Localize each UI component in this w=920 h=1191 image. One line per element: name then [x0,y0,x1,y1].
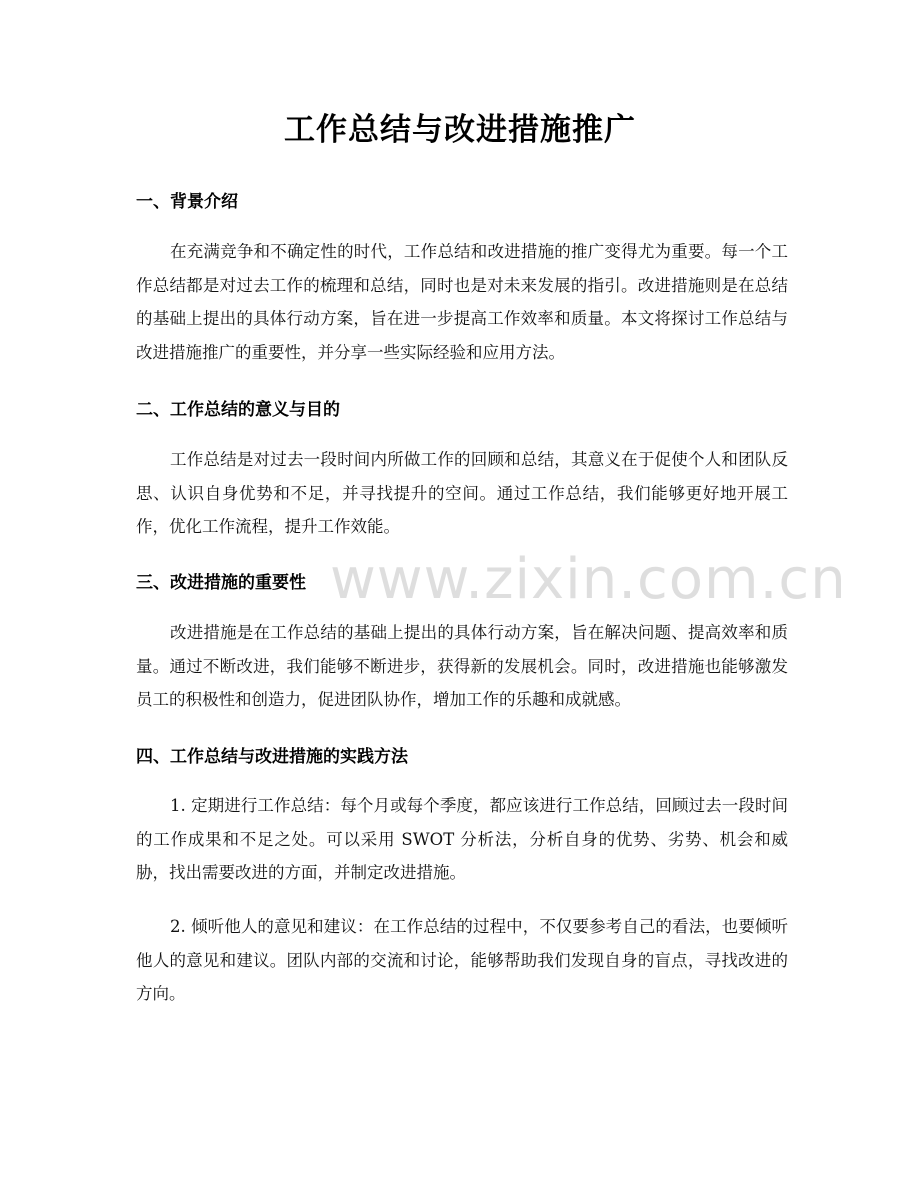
paragraph-practice-2: 2. 倾听他人的意见和建议：在工作总结的过程中，不仅要参考自己的看法，也要倾听他人的意见和建议。团队内部的交流和讨论，能够帮助我们发现自身的盲点，寻找改进的方向。 [136,917,788,1003]
paragraph-background: 在充满竞争和不确定性的时代，工作总结和改进措施的推广变得尤为重要。每一个工作总结都是对过去工作的梳理和总结，同时也是对未来发展的指引。改进措施则是在总结的基础上提出的具体行动方案，旨在进一步提高工作效率和质量。本文将探讨工作总结与改进措施推广的重要性，并分享一些实际经验和应用方法。 [136,242,788,362]
section-heading-importance: 三、改进措施的重要性 [136,573,306,593]
paragraph-meaning: 工作总结是对过去一段时间内所做工作的回顾和总结，其意义在于促使个人和团队反思、认识自身优势和不足，并寻找提升的空间。通过工作总结，我们能够更好地开展工作，优化工作流程，提升工作效能。 [136,450,788,536]
paragraph-importance: 改进措施是在工作总结的基础上提出的具体行动方案，旨在解决问题、提高效率和质量。通过不断改进，我们能够不断进步，获得新的发展机会。同时，改进措施也能够激发员工的积极性和创造力，促进团队协作，增加工作的乐趣和成就感。 [136,623,788,709]
watermark: www.zixin.com.cn [330,547,847,612]
section-heading-background: 一、背景介绍 [136,192,238,212]
paragraph-practice-1: 1. 定期进行工作总结：每个月或每个季度，都应该进行工作总结，回顾过去一段时间的工作成果和不足之处。可以采用 SWOT 分析法，分析自身的优势、劣势、机会和威胁，找出需要改进的方面，并制定改进措施。 [136,796,788,882]
document-title: 工作总结与改进措施推广 [284,112,636,148]
section-heading-meaning: 二、工作总结的意义与目的 [136,400,340,420]
section-heading-practice: 四、工作总结与改进措施的实践方法 [136,747,408,767]
